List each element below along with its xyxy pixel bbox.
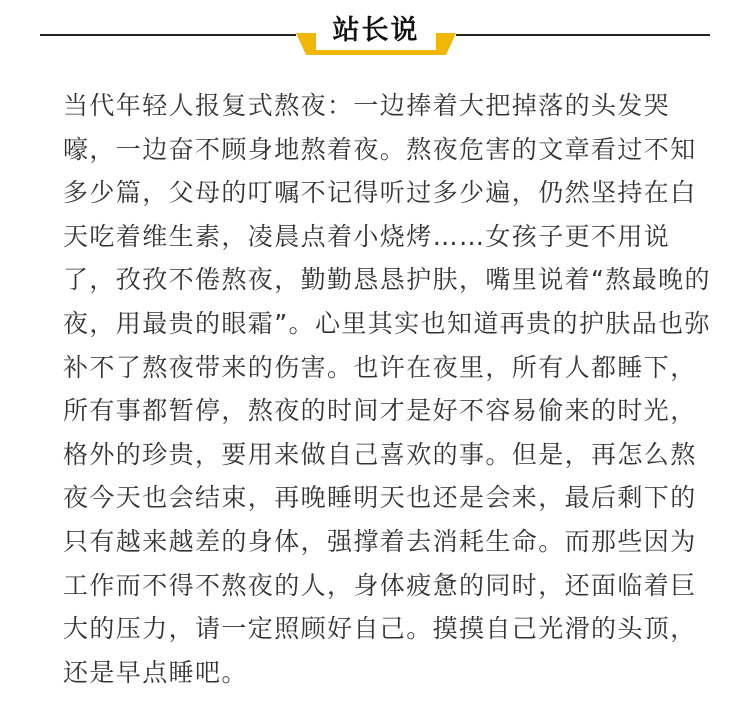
article-line: 所有事都暂停，熬夜的时间才是好不容易偷来的时光， xyxy=(63,396,697,426)
article-line: 了，孜孜不倦熬夜，勤勤恳恳护肤，嘴里说着“熬最晚的 xyxy=(63,265,711,295)
article-line: 工作而不得不熬夜的人，身体疲惫的同时，还面临着巨 xyxy=(63,570,697,600)
article-body xyxy=(63,84,711,694)
article-line: 天吃着维生素，凌晨点着小烧烤……女孩子更不用说 xyxy=(63,221,671,251)
section-header xyxy=(0,0,750,60)
article-line: 嚎，一边奋不顾身地熬着夜。熬夜危害的文章看过不知 xyxy=(63,134,697,164)
page-title: 站长说 xyxy=(332,15,420,46)
article-line: 只有越来越差的身体，强撑着去消耗生命。而那些因为 xyxy=(63,526,697,556)
article-line: 大的压力，请一定照顾好自己。摸摸自己光滑的头顶， xyxy=(63,614,697,644)
article-line: 格外的珍贵，要用来做自己喜欢的事。但是，再怎么熬 xyxy=(63,439,697,469)
article-line: 当代年轻人报复式熬夜：一边捧着大把掉落的头发哭 xyxy=(63,91,671,120)
article-line: 多少篇，父母的叮嘱不记得听过多少遍，仍然坚持在白 xyxy=(63,178,697,208)
article-line: 还是早点睡吧。 xyxy=(63,657,248,687)
header-rule-right xyxy=(456,34,710,36)
header-rule-left xyxy=(40,34,296,36)
article-line: 夜今天也会结束，再晚睡明天也还是会来，最后剩下的 xyxy=(63,483,697,513)
article-line: 补不了熬夜带来的伤害。也许在夜里，所有人都睡下， xyxy=(63,352,697,382)
article-line: 夜，用最贵的眼霜”。心里其实也知道再贵的护肤品也弥 xyxy=(63,308,711,338)
